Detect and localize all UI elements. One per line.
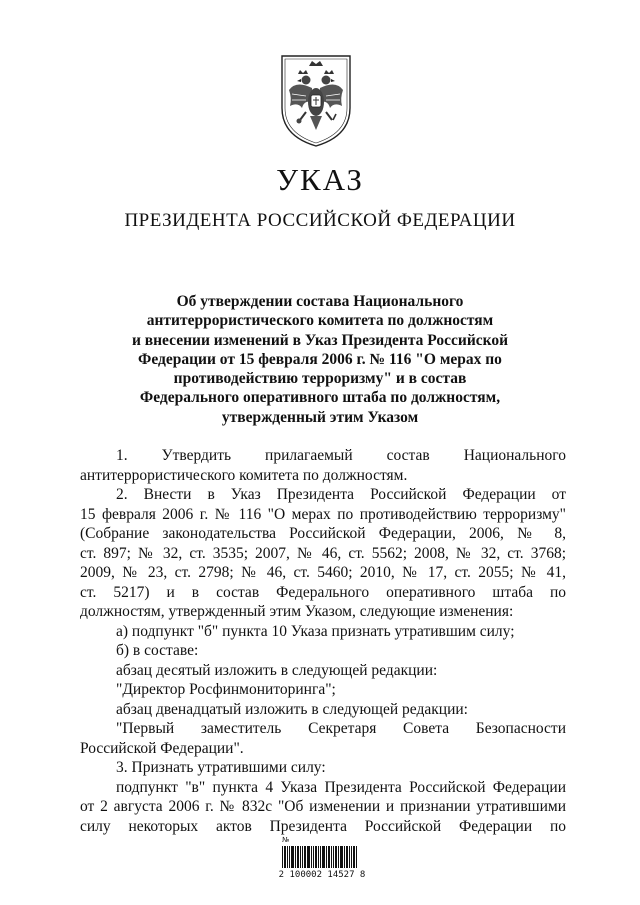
heading-line: Об утверждении состава Национального: [176, 293, 464, 310]
body-line: должностям, утвержденный этим Указом, следующие изменения:: [80, 603, 514, 620]
body-line: Российской Федерации".: [80, 739, 244, 757]
body-line: антитеррористического комитета по должностям.: [80, 466, 408, 484]
body-line: абзац десятый изложить в следующей редакции:: [116, 661, 438, 679]
body-line: б) в составе:: [116, 642, 199, 659]
body-line: ст. 5217) и в состав Федерального оперативного штаба по: [80, 583, 566, 601]
body-line: абзац двенадцатый изложить в следующей редакции:: [116, 700, 468, 718]
body-line: 2. Внести в Указ Президента Российской Федерации от: [116, 486, 566, 503]
body-line: 15 февраля 2006 г. № 116 "О мерах по противодействию терроризму": [80, 505, 566, 523]
heading-line: Федерации от 15 февраля 2006 г. № 116 "О мерах по: [138, 350, 502, 368]
body-line: ст. 897; № 32, ст. 3535; 2007, № 46, ст. 5562; 2008, № 32, ст. 3768;: [80, 544, 566, 562]
heading-line: антитеррористического комитета по должностям: [146, 312, 494, 330]
svg-text:№: №: [282, 836, 290, 844]
body-line: от 2 августа 2006 г. № 832с "Об изменении и признании утратившими: [80, 798, 566, 815]
body-line: 3. Признать утратившими силу:: [116, 759, 326, 776]
barcode-bars-icon: [280, 834, 360, 870]
heading-line: утвержденный этим Указом: [221, 408, 419, 426]
body-line: "Первый заместитель Секретаря Совета Безопасности: [116, 720, 566, 737]
barcode-number: 2 100002 14527 8: [278, 870, 366, 880]
body-line: (Собрание законодательства Российской Федерации, 2006, № 8,: [80, 525, 566, 542]
body-line: подпункт "в" пункта 4 Указа Президента Российской Федерации: [116, 778, 566, 796]
body-line: силу некоторых актов Президента Российской Федерации по: [80, 817, 566, 835]
document-title: УКАЗ: [276, 162, 364, 197]
heading-line: Федерального оперативного штаба по должностям,: [139, 389, 501, 407]
double-headed-eagle-icon: [276, 50, 356, 150]
decree-body: [80, 446, 566, 836]
coat-of-arms-emblem: [276, 50, 356, 150]
body-line: 1. Утвердить прилагаемый состав Национального: [116, 447, 566, 464]
heading-line: и внесении изменений в Указ Президента Российской: [131, 331, 509, 349]
document-subtitle: ПРЕЗИДЕНТА РОССИЙСКОЙ ФЕДЕРАЦИИ: [124, 210, 516, 231]
barcode: [280, 834, 360, 894]
body-line: "Директор Росфинмониторинга";: [116, 681, 336, 698]
body-line: 2009, № 23, ст. 2798; № 46, ст. 5460; 2010, № 17, ст. 2055; № 41,: [80, 564, 566, 581]
decree-heading: [90, 292, 550, 427]
body-line: а) подпункт "б" пункта 10 Указа признать утратившим силу;: [116, 622, 515, 640]
heading-line: противодействию терроризму" и в состав: [173, 370, 467, 388]
